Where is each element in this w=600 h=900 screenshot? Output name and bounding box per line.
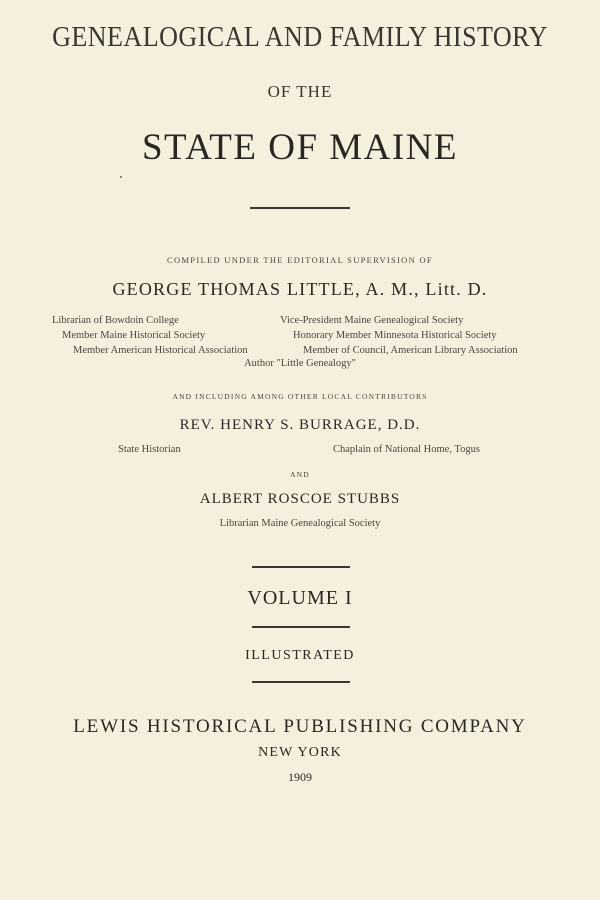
divider-rule (252, 566, 350, 568)
editor-credential-right-2: Honorary Member Minnesota Historical Society (293, 330, 497, 341)
book-title-line3: STATE OF MAINE (141, 127, 459, 168)
contributor1-role-left: State Historian (118, 444, 181, 455)
publisher-city: NEW YORK (258, 745, 342, 760)
volume-label: VOLUME I (247, 587, 353, 609)
contributor2-name: ALBERT ROSCOE STUBBS (199, 491, 401, 507)
editor-credential-right-1: Vice-President Maine Genealogical Society (280, 315, 464, 326)
divider-rule (250, 207, 350, 209)
contributor1-role-right: Chaplain of National Home, Togus (333, 444, 480, 455)
contributor1-name: REV. HENRY S. BURRAGE, D.D. (179, 417, 421, 433)
contributors-label: AND INCLUDING AMONG OTHER LOCAL CONTRIBUTORS (172, 392, 428, 401)
compiled-label: COMPILED UNDER THE EDITORIAL SUPERVISION OF (167, 255, 433, 265)
and-label: AND (290, 470, 310, 479)
contributor2-role: Librarian Maine Genealogical Society (219, 518, 381, 529)
editor-credential-left-3: Member American Historical Association (73, 345, 248, 356)
editor-credential-left-2: Member Maine Historical Society (62, 330, 206, 341)
book-title-line2: OF THE (267, 82, 333, 101)
editor-author-note: Author "Little Genealogy" (244, 358, 356, 369)
divider-rule (252, 626, 350, 628)
print-speck (120, 176, 122, 178)
editor-credential-right-3: Member of Council, American Library Association (303, 345, 518, 356)
divider-rule (252, 681, 350, 683)
editor-credential-left-1: Librarian of Bowdoin College (52, 315, 179, 326)
publisher-name: LEWIS HISTORICAL PUBLISHING COMPANY (73, 716, 527, 737)
book-title-line1: GENEALOGICAL AND FAMILY HISTORY (52, 22, 548, 53)
publication-year: 1909 (288, 770, 312, 784)
illustrated-label: ILLUSTRATED (245, 648, 355, 663)
editor-name: GEORGE THOMAS LITTLE, A. M., Litt. D. (112, 279, 488, 299)
